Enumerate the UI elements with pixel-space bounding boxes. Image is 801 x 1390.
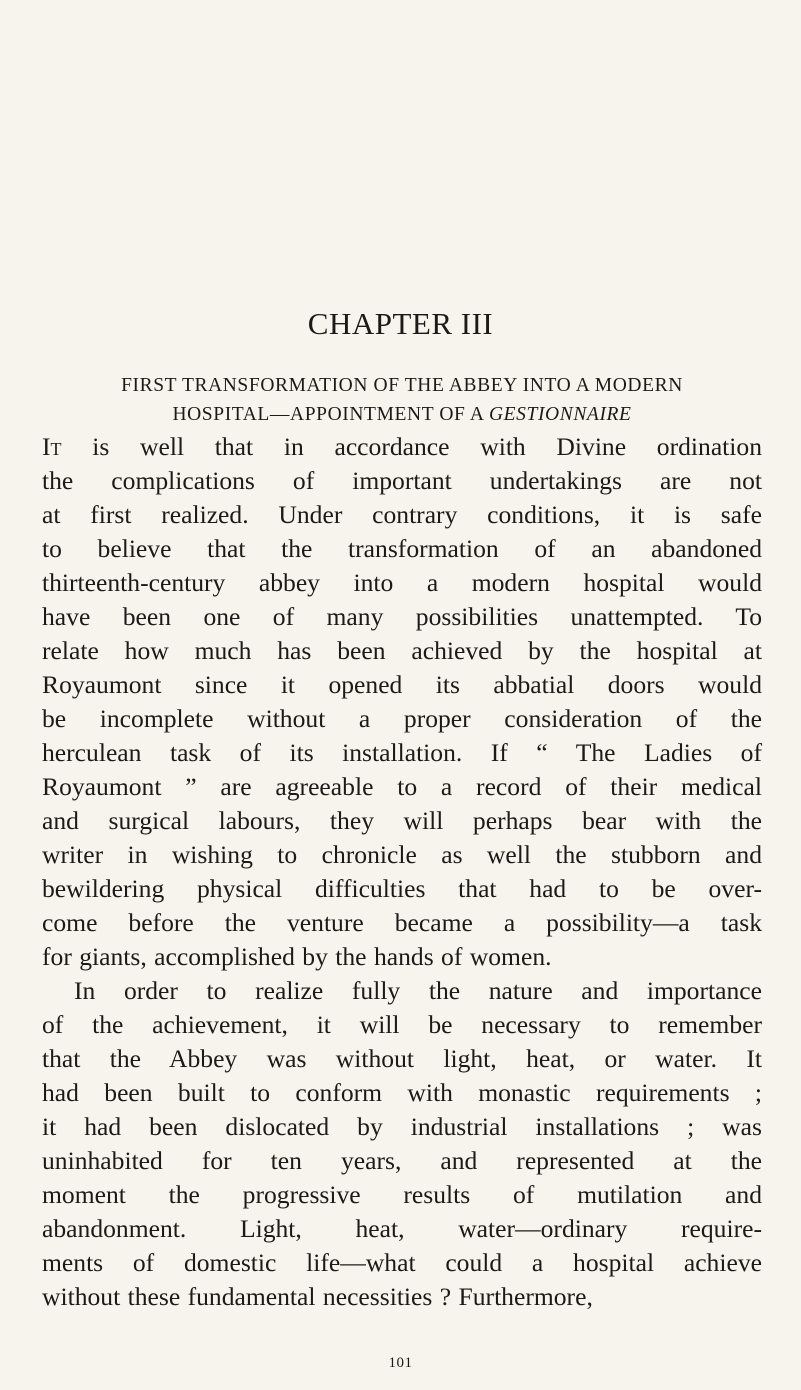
text-line: have been one of many possibilities unattempted. To xyxy=(42,602,762,631)
text-line: Royaumont ” are agreeable to a record of their medical xyxy=(42,772,762,801)
text-line: uninhabited for ten years, and represented at the xyxy=(42,1146,762,1175)
text-line: Royaumont since it opened its abbatial doors would xyxy=(42,670,762,699)
text-line: for giants, accomplished by the hands of women. xyxy=(42,942,552,971)
paragraph xyxy=(42,974,762,1314)
text-line: and surgical labours, they will perhaps bear with the xyxy=(42,806,762,835)
text-line: herculean task of its installation. If “ The Ladies of xyxy=(42,738,762,767)
text-line: moment the progressive results of mutilation and xyxy=(42,1180,762,1209)
subtitle-line-2-plain: HOSPITAL—APPOINTMENT OF A xyxy=(172,404,489,425)
subtitle-line-2-italic: GESTIONNAIRE xyxy=(488,404,632,425)
text-line: come before the venture became a possibility—a task xyxy=(42,908,762,937)
chapter-subtitle xyxy=(42,371,762,429)
text-line: thirteenth-century abbey into a modern hospital would xyxy=(42,568,762,597)
page-number: 101 xyxy=(388,1355,413,1371)
subtitle-line-1: FIRST TRANSFORMATION OF THE ABBEY INTO A MODERN xyxy=(121,375,683,396)
text-line: abandonment. Light, heat, water—ordinary require- xyxy=(42,1214,762,1243)
text-line: ments of domestic life—what could a hospital achieve xyxy=(42,1248,762,1277)
text-line: the complications of important undertakings are not xyxy=(42,466,762,495)
text-line: of the achievement, it will be necessary to remember xyxy=(42,1010,762,1039)
text-line: relate how much has been achieved by the hospital at xyxy=(42,636,762,665)
text-line: had been built to conform with monastic requirements ; xyxy=(42,1078,762,1107)
text-line: it had been dislocated by industrial installations ; was xyxy=(42,1112,762,1141)
chapter-heading: CHAPTER III xyxy=(307,306,494,341)
text-line: bewildering physical difficulties that had to be over- xyxy=(42,874,762,903)
paragraph xyxy=(42,430,762,974)
text-line: writer in wishing to chronicle as well the stubborn and xyxy=(42,840,762,869)
text-line: that the Abbey was without light, heat, or water. It xyxy=(42,1044,762,1073)
subtitle-line-2 xyxy=(42,400,762,429)
text-line: at first realized. Under contrary conditions, it is safe xyxy=(42,500,762,529)
body-text xyxy=(42,430,762,1314)
text-line: In order to realize fully the nature and importance xyxy=(74,976,762,1005)
text-line: It is well that in accordance with Divine ordination xyxy=(42,432,762,461)
text-line: without these fundamental necessities ? Furthermore, xyxy=(42,1282,593,1311)
text-line: to believe that the transformation of an abandoned xyxy=(42,534,762,563)
text-line: be incomplete without a proper consideration of the xyxy=(42,704,762,733)
